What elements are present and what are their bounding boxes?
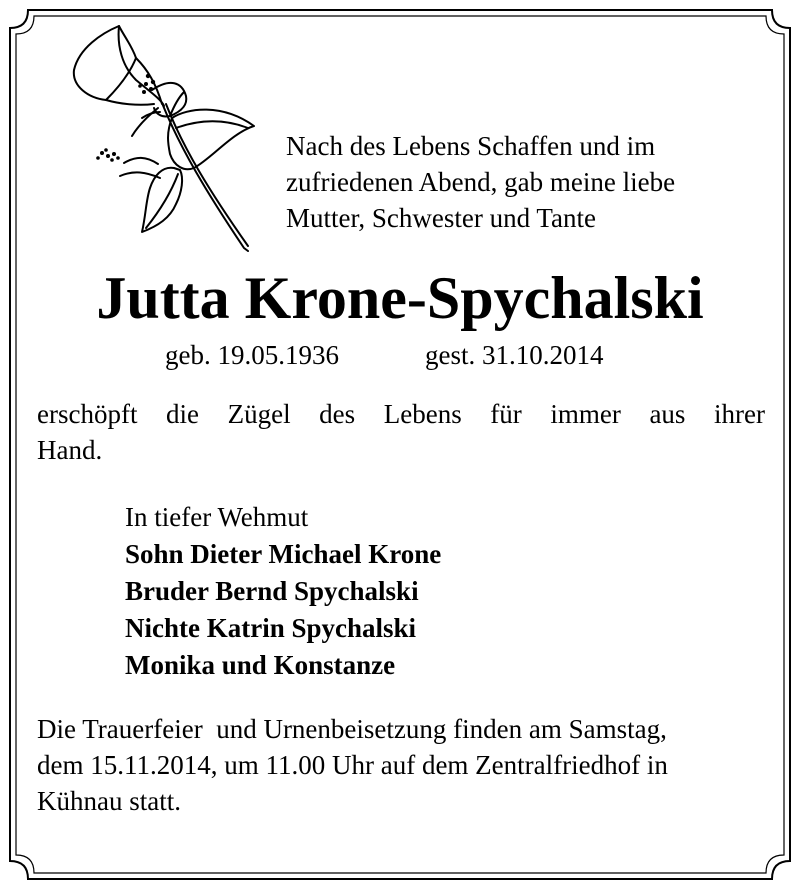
intro-line: zufriedenen Abend, gab meine liebe — [286, 167, 676, 197]
funeral-info-line: dem 15.11.2014, um 11.00 Uhr auf dem Zentralfriedhof in — [37, 750, 668, 780]
body-text-line: erschöpft die Zügel des Lebens für immer aus ihrer — [37, 399, 765, 429]
body-text-line: Hand. — [37, 435, 103, 465]
mourner-name: Monika und Konstanze — [125, 650, 396, 680]
intro-line: Nach des Lebens Schaffen und im — [286, 131, 656, 161]
birth-date: geb. 19.05.1936 — [165, 340, 339, 370]
mourner-name: Nichte Katrin Spychalski — [125, 613, 417, 643]
mourner-name: Bruder Bernd Spychalski — [125, 576, 419, 606]
calla-lily-icon — [62, 18, 262, 263]
intro-line: Mutter, Schwester und Tante — [286, 203, 596, 233]
funeral-info-line: Kühnau statt. — [37, 786, 181, 816]
mourner-name: Sohn Dieter Michael Krone — [125, 539, 442, 569]
funeral-info-line: Die Trauerfeier und Urnenbeisetzung finden am Samstag, — [37, 714, 667, 744]
deceased-name: Jutta Krone-Spychalski — [96, 265, 704, 331]
mourning-intro: In tiefer Wehmut — [125, 502, 309, 532]
death-date: gest. 31.10.2014 — [425, 340, 604, 370]
